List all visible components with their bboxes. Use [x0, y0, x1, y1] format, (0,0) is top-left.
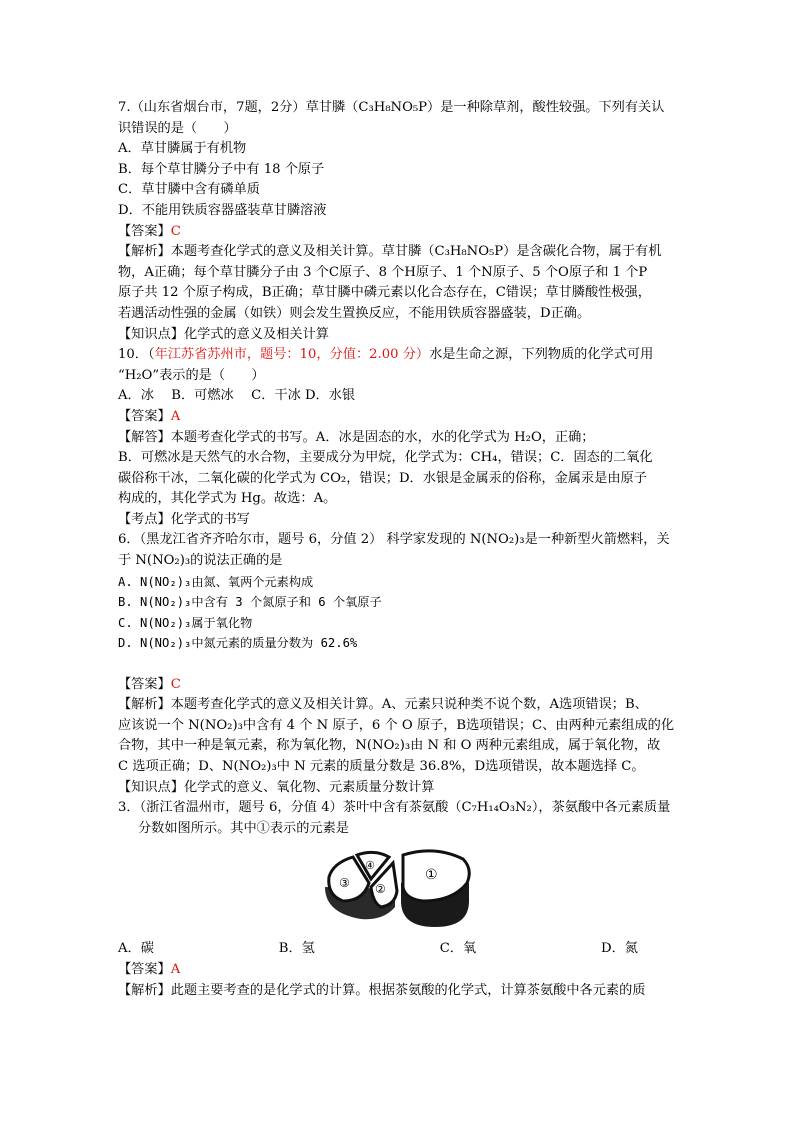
q6-stem-line1: 6．（黑龙江省齐齐哈尔市，题号 6，分值 2） 科学家发现的 N(NO₂)₃是一种新型火箭燃料，关 [118, 532, 670, 548]
q3-analysis-line1 [118, 981, 678, 1002]
answer-value: A [170, 408, 181, 424]
q7-knowledge-point [118, 325, 678, 346]
kp-tag: 【知识点】 [118, 779, 184, 795]
answer-value: A [170, 961, 181, 977]
q10-stem-text: 水是生命之源，下列物质的化学式可用 [429, 347, 654, 363]
kp-text: 化学式的意义、氧化物、元素质量分数计算 [183, 779, 435, 795]
answer-tag: 【答案】 [118, 223, 171, 239]
q10-stem-line1 [118, 345, 678, 366]
q7-option-d: D．不能用铁质容器盛装草甘膦溶液 [118, 202, 327, 218]
analysis-tag: 【解答】 [118, 429, 171, 445]
q7-option-b: B．每个草甘膦分子中有 18 个原子 [118, 161, 325, 177]
q3-options [118, 939, 638, 960]
q3-option-c: C．氧 [439, 941, 477, 957]
document-page [118, 98, 678, 1001]
q6-stem-line2: 于 N(NO₂)₃的说法正确的是 [118, 553, 283, 569]
q10-stem-line2: “H₂O”表示的是（ ） [118, 367, 265, 383]
q10-exam-point [118, 510, 678, 531]
q10-number: 10．（ [118, 347, 155, 363]
q10-analysis-line3: 碳俗称干冰，二氧化碳的化学式为 CO₂，错误；D．水银是金属汞的俗称，金属汞是由原子 [118, 470, 647, 486]
q6-knowledge-point [118, 778, 678, 799]
answer-tag: 【答案】 [118, 676, 171, 692]
analysis-text: 本题考查化学式的意义及相关计算。草甘膦（C₃H₈NO₅P）是含碳化合物，属于有机 [170, 244, 662, 260]
kp-tag: 【知识点】 [118, 326, 184, 342]
pie-label-1: ① [425, 867, 438, 884]
q7-analysis-line1 [118, 242, 678, 263]
q10-analysis-line4: 构成的，其化学式为 Hg。故选：A。 [118, 491, 337, 507]
analysis-tag: 【解析】 [118, 697, 171, 713]
q6-option-c: C. N(NO₂)₃属于氧化物 [118, 615, 253, 630]
q10-analysis-line2: B．可燃冰是天然气的水合物，主要成分为甲烷，化学式为：CH₄，错误；C．固态的二氧化 [118, 450, 653, 466]
q3-stem-line2: 分数如图所示。其中①表示的元素是 [138, 820, 349, 836]
q3-option-d: D．氮 [601, 941, 638, 957]
q7-option-c: C．草甘膦中含有磷单质 [118, 182, 260, 198]
q7-stem-line1: 7.（山东省烟台市，7题，2分）草甘膦（C₃H₈NO₅P）是一种除草剂，酸性较强。下列有关认 [118, 100, 665, 115]
answer-tag: 【答案】 [118, 408, 171, 424]
pie-chart-image [323, 843, 473, 931]
q10-source: 年江苏省苏州市，题号：10，分值：2.00 分） [154, 347, 430, 363]
q7-analysis-line4: 若遇活动性强的金属（如铁）则会发生置换反应，不能用铁质容器盛装，D正确。 [118, 305, 591, 321]
q6-analysis-line4: C 选项正确；D、N(NO₂)₃中 N 元素的质量分数是 36.8%，D选项错误，故本题选择 C。 [118, 759, 645, 774]
q6-answer [118, 675, 678, 696]
q7-answer [118, 222, 678, 243]
q6-analysis-line1 [118, 695, 678, 716]
answer-value: C [170, 223, 181, 239]
pie-label-4: ④ [365, 859, 375, 873]
pie-label-2: ② [375, 882, 386, 897]
q6-option-d: D. N(NO₂)₃中氮元素的质量分数为 62.6% [118, 636, 358, 651]
kp-text: 化学式的意义及相关计算 [183, 326, 329, 342]
kp-text: 化学式的书写 [170, 511, 250, 527]
analysis-text: 此题主要考查的是化学式的计算。根据茶氨酸的化学式，计算茶氨酸中各元素的质 [170, 982, 646, 998]
analysis-tag: 【解析】 [118, 244, 171, 260]
q7-option-a: A．草甘膦属于有机物 [118, 141, 247, 157]
answer-tag: 【答案】 [118, 961, 171, 977]
blank-line [118, 654, 678, 675]
q3-answer [118, 960, 678, 981]
q7-analysis-line3: 原子共 12 个原子构成，B正确；草甘膦中磷元素以化合态存在，C错误；草甘膦酸性极强， [118, 285, 651, 301]
q6-analysis-line2: 应该说一个 N(NO₂)₃中含有 4 个 N 原子，6 个 O 原子，B选项错误；C、由两种元素组成的化 [118, 717, 675, 733]
kp-tag: 【考点】 [118, 511, 171, 527]
q6-analysis-line3: 合物，其中一种是氧元素，称为氧化物，N(NO₂)₃由 N 和 O 两种元素组成，属于氧化物，故 [118, 738, 661, 754]
analysis-text: 本题考查化学式的书写。A．冰是固态的水，水的化学式为 H₂O，正确； [170, 429, 595, 445]
q6-option-a: A. N(NO₂)₃由氮、氧两个元素构成 [118, 574, 314, 589]
q3-option-b: B．氢 [278, 941, 315, 957]
q10-analysis-line1 [118, 428, 678, 449]
q7-analysis-line2: 物，A正确；每个草甘膦分子由 3 个C原子、8 个H原子、1 个N原子、5 个O原子和 1 个P [118, 264, 648, 280]
q6-option-b: B. N(NO₂)₃中含有 3 个氮原子和 6 个氧原子 [118, 595, 382, 610]
q10-answer [118, 407, 678, 428]
pie-chart-figure [118, 839, 678, 939]
q7-stem-line2: 识错误的是（ ） [118, 120, 237, 136]
analysis-tag: 【解析】 [118, 982, 171, 998]
pie-label-3: ③ [339, 876, 350, 891]
answer-value: C [170, 676, 181, 692]
q3-option-a: A．碳 [118, 941, 154, 957]
q3-stem-line1: 3．（浙江省温州市，题号 6，分值 4）茶叶中含有茶氨酸（C₇H₁₄O₃N₂），茶氨酸中各元素质量 [118, 800, 671, 816]
analysis-text: 本题考查化学式的意义及相关计算。A、元素只说种类不说个数，A选项错误；B、 [170, 697, 648, 713]
q10-options: A．冰 B．可燃冰 C．干冰 D．水银 [118, 388, 356, 404]
